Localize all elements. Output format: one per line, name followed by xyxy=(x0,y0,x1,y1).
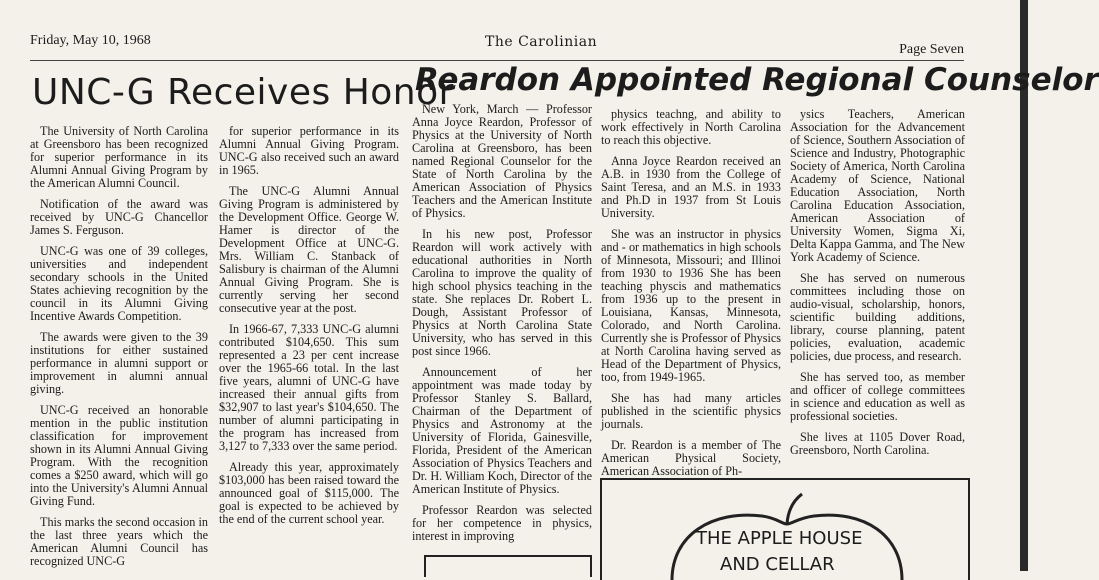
paragraph: She lives at 1105 Dover Road, Greensboro, North Carolina. xyxy=(790,430,965,457)
paragraph: In his new post, Professor Reardon will work actively with educational authorities in North Carolina to improve the quality of high school physics teaching in the state. She replaces Dr. Robert L. Dough, Assistant Professor of Physics at North Carolina State University, who has served in this post since 1966. xyxy=(412,227,592,358)
paragraph: UNC-G was one of 39 colleges, universities and independent secondary schools in the United States achieving recognition by the council in its Alumni Giving Incentive Awards Competition. xyxy=(30,244,208,323)
paragraph: The University of North Carolina at Greensboro has been recognized for superior performance in its Alumni Annual Giving Program by the American Alumni Council. xyxy=(30,124,208,190)
paragraph: The UNC-G Alumni Annual Giving Program is administered by the Development Office. George W. Hamer is director of the Development Office at UNC-G. Mrs. William C. Stanback of Salisbury is chairman of the Alumni Annual Giving Program. She is currently serving her second consecutive year at the post. xyxy=(219,184,399,315)
paragraph: She has served on numerous committees including those on audio-visual, scholarship, honors, scientific building additions, library, course planning, patent policies, evaluation, academic policies, due process, and research. xyxy=(790,271,965,363)
unc-g-headline: UNC-G Receives Honor xyxy=(32,72,454,113)
paragraph: The awards were given to the 39 institutions for either sustained performance in alumni support or improvement in alumni annual giving. xyxy=(30,330,208,396)
reardon-article-col-2 xyxy=(601,108,781,486)
paragraph: for superior performance in its Alumni Annual Giving Program. UNC-G also received such an award in 1965. xyxy=(219,124,399,177)
newspaper-name: The Carolinian xyxy=(485,34,598,50)
paragraph: In 1966-67, 7,333 UNC-G alumni contributed $104,650. This sum represented a 23 per cent increase over the 1965-66 total. In the last five years, alumni of UNC-G have increased their annual gifts from $32,907 to last year's $104,650. The number of alumni participating in the program has increased from 3,127 to 7,333 over the same period. xyxy=(219,322,399,453)
paragraph: Announcement of her appointment was made today by Professor Stanley S. Ballard, Chairman of the Department of Physics and Astronomy at the University of Florida, Gainesville, Florida, President of the American Association of Physics Teachers and Dr. H. William Koch, Director of the American Institute of Physics. xyxy=(412,365,592,496)
paragraph: physics teachng, and ability to work effectively in North Carolina to reach this objective. xyxy=(601,107,781,147)
paragraph: She has served too, as member and officer of college committees in science and education as well as professional societies. xyxy=(790,370,965,423)
unc-g-article-col-2 xyxy=(219,125,399,534)
ad-subtitle: AND CELLAR xyxy=(720,554,835,575)
paragraph: New York, March — Professor Anna Joyce Reardon, Professor of Physics at the University of North Carolina at Greensboro, has been named Regional Counselor for the State of North Carolina by the American Association of Physics Teachers and the American Institute of Physics. xyxy=(412,102,592,220)
issue-date: Friday, May 10, 1968 xyxy=(30,33,151,48)
paragraph: Dr. Reardon is a member of The American Physical Society, American Association of Ph- xyxy=(601,438,781,478)
ad-title: THE APPLE HOUSE xyxy=(696,528,863,549)
ad-box-left xyxy=(424,555,592,577)
reardon-article-col-3 xyxy=(790,108,965,465)
paragraph: Notification of the award was received by UNC-G Chancellor James S. Ferguson. xyxy=(30,197,208,237)
paragraph: UNC-G received an honorable mention in the public institution classification for improvement shown in its Alumni Annual Giving Program. With the recognition comes a $250 award, which will go into the University's Alumni Annual Giving Fund. xyxy=(30,403,208,508)
paragraph: Already this year, approximately $103,000 has been raised toward the announced goal of $115,000. The goal is expected to be achieved by the end of the current school year. xyxy=(219,460,399,526)
paragraph: She has had many articles published in the scientific physics journals. xyxy=(601,391,781,431)
paragraph: ysics Teachers, American Association for the Advancement of Science, Southern Association of Science and Industry, Photographic Society of America, North Carolina Academy of Science, National Education Association, North Carolina Education Association, American Association of University Women, Sigma Xi, Delta Kappa Gamma, and The New York Academy of Science. xyxy=(790,107,965,264)
unc-g-article-col-1 xyxy=(30,125,208,576)
masthead xyxy=(30,30,964,60)
paragraph: This marks the second occasion in the last three years which the American Alumni Council has recognized UNC-G xyxy=(30,515,208,568)
apple-house-ad xyxy=(600,478,970,580)
reardon-article-col-1 xyxy=(412,103,592,551)
paragraph: Professor Reardon was selected for her competence in physics, interest in improving xyxy=(412,503,592,543)
paragraph: She was an instructor in physics and - or mathematics in high schools of Minnesota, Missouri; and Illinoi from 1930 to 1936 She has been teaching physcis and mathematics from 1936 up to the present in Louisiana, Kansas, Minnesota, Colorado, and North Carolina. Currently she is Professor of Physics at North Carolina having served as Head of the Department of Physics, too, from 1949-1965. xyxy=(601,227,781,384)
masthead-rule xyxy=(30,60,964,61)
reardon-headline: Reardon Appointed Regional Counselor xyxy=(415,62,1099,98)
page-number: Page Seven xyxy=(899,42,964,57)
paragraph: Anna Joyce Reardon received an A.B. in 1930 from the College of Saint Teresa, and an M.S. in 1933 and Ph.D in 1937 from St Louis University. xyxy=(601,154,781,220)
